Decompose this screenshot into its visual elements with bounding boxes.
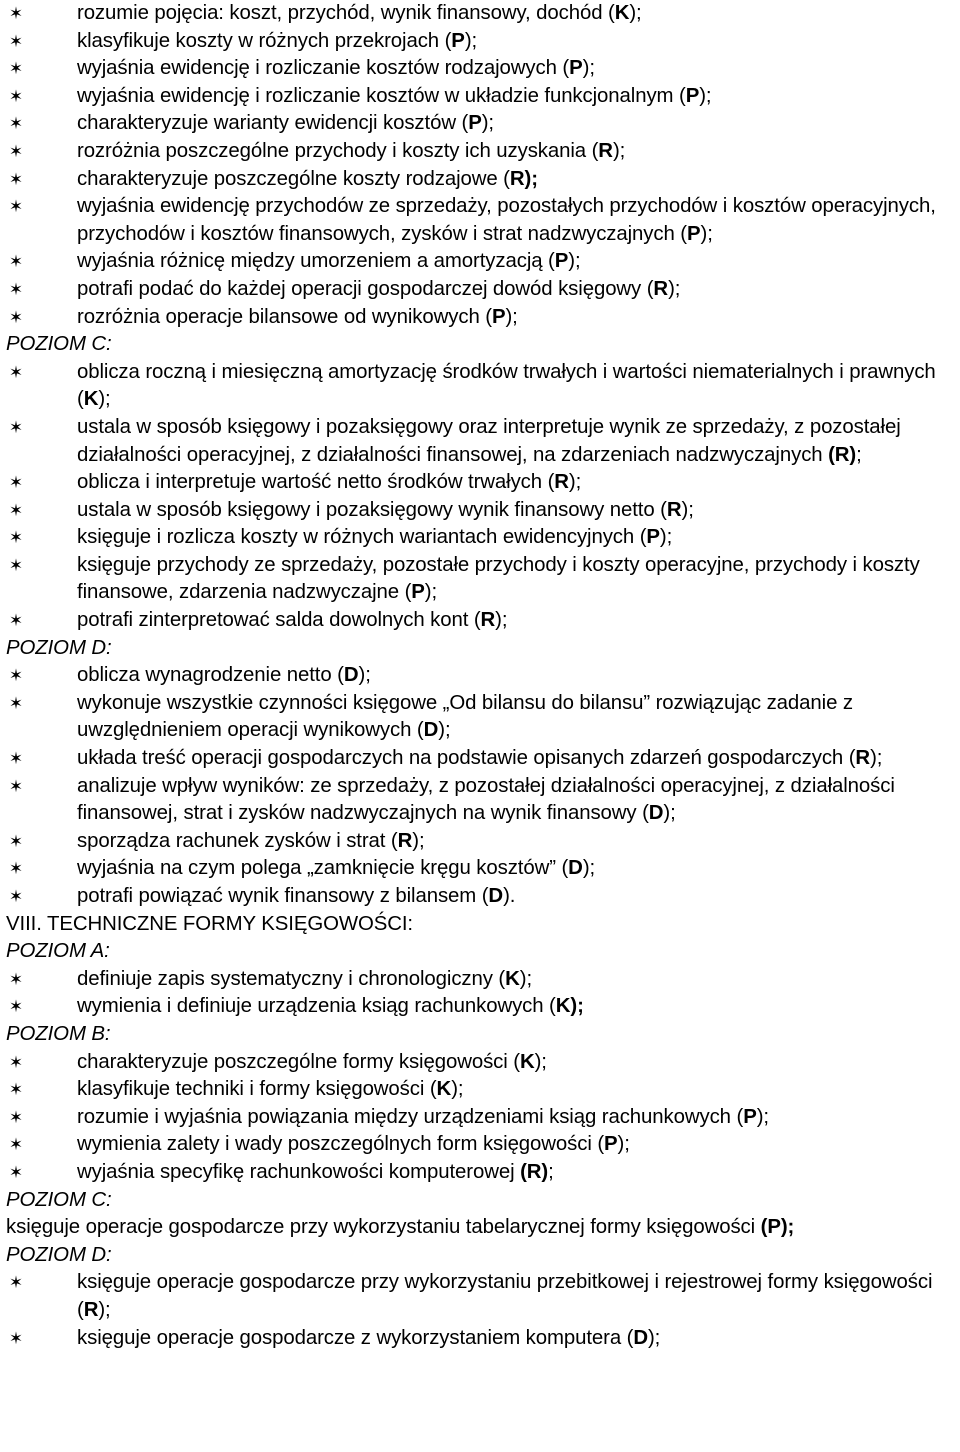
list-item-text [77,193,956,248]
item-description: sporządza rachunek zysków i strat ( [77,829,398,852]
item-punctuation: ); [870,747,883,770]
list-item-text [77,166,956,194]
requirement-level-code: R [855,747,871,770]
item-description: rozróżnia poszczególne przychody i koszty ich uzyskania ( [77,139,599,162]
list-item-text [77,55,956,83]
level-heading: POZIOM B: [6,1022,111,1045]
star-bullet-icon: ✶ [8,1328,24,1348]
document-body [6,0,956,1352]
item-punctuation: ); [582,57,595,80]
list-item [6,0,956,28]
star-bullet-icon: ✶ [8,1080,24,1100]
list-item [6,1131,956,1159]
requirement-level-code: R [397,829,413,852]
list-item-text [77,883,956,911]
star-bullet-icon: ✶ [8,279,24,299]
requirement-level-code: R [666,498,682,521]
list-item [6,745,956,773]
item-description: ustala w sposób księgowy i pozaksięgowy wynik finansowy netto ( [77,498,667,521]
requirement-level-code: D [568,857,583,880]
star-bullet-icon: ✶ [8,831,24,851]
item-punctuation: ); [451,1078,464,1101]
requirement-level-code: (P) [760,1216,788,1239]
list-item [6,55,956,83]
list-item-text [77,662,956,690]
level-heading: POZIOM C: [6,1188,112,1211]
requirement-level-code: R [653,277,669,300]
item-punctuation: ); [505,305,518,328]
item-punctuation: ); [98,388,111,411]
section-heading: VIII. TECHNICZNE FORMY KSIĘGOWOŚCI: [6,912,414,935]
item-punctuation: ); [663,802,676,825]
requirement-level-code: D [343,664,359,687]
list-item [6,607,956,635]
star-bullet-icon: ✶ [8,141,24,161]
star-bullet-icon: ✶ [8,1273,24,1293]
list-item [6,662,956,690]
list-item [6,359,956,414]
list-item-text [77,1269,956,1324]
item-description: wymienia zalety i wady poszczególnych form księgowości ( [77,1133,605,1156]
star-bullet-icon: ✶ [8,86,24,106]
item-description: rozróżnia operacje bilansowe od wynikowych ( [77,305,492,328]
item-punctuation: ); [668,277,681,300]
requirement-level-code: R [598,139,613,162]
requirement-level-code: P [491,305,506,328]
list-item [6,1159,956,1187]
item-punctuation: ); [629,2,642,24]
list-item-text [77,1076,956,1104]
star-bullet-icon: ✶ [8,252,24,272]
level-heading: POZIOM D: [6,1243,112,1266]
list-item [6,248,956,276]
item-description: wymienia i definiuje urządzenia ksiąg rachunkowych ( [77,995,556,1018]
item-punctuation: ); [612,139,626,162]
list-item-text [77,993,956,1021]
list-item [6,28,956,56]
level-heading: POZIOM A: [6,940,110,963]
item-punctuation: ); [659,526,673,549]
star-bullet-icon: ✶ [8,1135,24,1155]
list-item [6,276,956,304]
requirement-level-code: D [488,885,504,907]
requirement-level-code: K [555,995,571,1018]
list-item-text [77,276,956,304]
list-item [6,497,956,525]
requirement-level-code: D [423,719,439,742]
requirement-level-code: P [569,57,583,80]
star-bullet-icon: ✶ [8,197,24,217]
list-item [6,524,956,552]
list-item-text [77,304,956,332]
list-item-text [77,966,956,994]
star-bullet-icon: ✶ [8,887,24,906]
list-item-text [77,1131,956,1159]
requirement-level-code: R [554,471,569,494]
requirement-level-code: P [646,526,660,549]
list-item [6,304,956,332]
list-item [6,1104,956,1132]
list-item [6,1076,956,1104]
list-item-text [77,607,956,635]
list-item [6,855,956,883]
requirement-level-code: P [686,222,701,245]
item-description: klasyfikuje koszty w różnych przekrojach ( [77,29,452,52]
item-punctuation: ). [503,885,516,907]
item-description: klasyfikuje techniki i formy księgowości ( [77,1078,437,1101]
list-item [6,166,956,194]
star-bullet-icon: ✶ [8,997,24,1017]
item-punctuation: ; [787,1216,795,1239]
requirement-level-code: D [633,1326,648,1349]
list-item [6,1049,956,1077]
list-item-text [77,552,956,607]
list-item-text [77,1104,956,1132]
list-item-text [77,0,956,28]
list-item [6,1269,956,1324]
item-description: oblicza wynagrodzenie netto ( [77,664,344,687]
item-description: analizuje wpływ wyników: ze sprzedaży, z pozostałej działalności operacyjnej, z działalności finansowej, strat i zysków nadzwyczajnych na wynik finansowy ( [77,774,895,825]
item-description: księguje operacje gospodarcze z wykorzystaniem komputera ( [77,1326,634,1349]
item-punctuation: ); [424,581,438,604]
item-description: charakteryzuje warianty ewidencji kosztów ( [77,112,469,135]
list-item [6,414,956,469]
list-item-text [77,773,956,828]
item-description: wyjaśnia ewidencję przychodów ze sprzedaży, pozostałych przychodów i kosztów operacyjnych, przychodów i kosztów finansowych, zysków i strat nadzwyczajnych ( [77,195,936,245]
item-punctuation: ); [756,1105,769,1128]
item-punctuation: ); [464,29,478,52]
item-punctuation: ); [524,167,538,190]
item-punctuation: ); [412,829,425,852]
star-bullet-icon: ✶ [8,362,24,382]
star-bullet-icon: ✶ [8,307,24,327]
star-bullet-icon: ✶ [8,776,24,796]
list-item-text [77,83,956,111]
star-bullet-icon: ✶ [8,114,24,134]
list-item-text [77,1049,956,1077]
list-item-text [77,138,956,166]
star-bullet-icon: ✶ [8,555,24,575]
list-item-text [77,110,956,138]
requirement-level-code: (R) [520,1160,549,1183]
requirement-level-code: R [480,609,496,632]
item-punctuation: ); [699,84,712,107]
requirement-level-code: K [505,967,520,990]
requirement-level-code: P [411,581,425,604]
requirement-level-code: P [685,84,700,107]
list-item [6,993,956,1021]
list-item [6,469,956,497]
requirement-level-code: D [648,802,664,825]
star-bullet-icon: ✶ [8,1107,24,1127]
star-bullet-icon: ✶ [8,528,24,548]
item-description: księguje i rozlicza koszty w różnych wariantach ewidencyjnych ( [77,526,647,549]
item-description: oblicza i interpretuje wartość netto środków trwałych ( [77,471,555,494]
item-punctuation: ); [98,1298,111,1321]
list-item-text [77,524,956,552]
list-item [6,828,956,856]
item-description: rozumie pojęcia: koszt, przychód, wynik finansowy, dochód ( [77,2,615,24]
item-punctuation: ); [568,250,581,273]
item-punctuation: ); [438,719,451,742]
requirement-level-code: P [468,112,482,135]
star-bullet-icon: ✶ [8,693,24,713]
requirement-level-code: R [83,1298,99,1321]
star-bullet-icon: ✶ [8,969,24,989]
star-bullet-icon: ✶ [8,4,24,23]
item-punctuation: ); [647,1326,661,1349]
list-item-text [77,855,956,883]
requirement-level-code: K [519,1050,535,1073]
list-item [6,1325,956,1353]
item-punctuation: ; [548,1160,554,1183]
list-item [6,966,956,994]
requirement-level-code: (R) [828,443,857,466]
item-description: charakteryzuje poszczególne koszty rodzajowe ( [77,167,510,190]
item-description: księguje operacje gospodarcze przy wykorzystaniu przebitkowej i rejestrowej formy księgowości ( [77,1271,933,1321]
list-item [6,690,956,745]
item-description: wyjaśnia specyfikę rachunkowości komputerowej [77,1160,521,1183]
requirement-level-code: P [604,1133,618,1156]
item-punctuation: ); [570,995,584,1018]
star-bullet-icon: ✶ [8,473,24,493]
item-punctuation: ; [856,443,862,466]
star-bullet-icon: ✶ [8,666,24,686]
item-description: definiuje zapis systematyczny i chronologiczny ( [77,967,506,990]
item-description: potrafi zinterpretować salda dowolnych kont ( [77,609,481,632]
item-punctuation: ); [519,967,533,990]
requirement-level-code: P [554,250,569,273]
list-item [6,883,956,911]
requirement-level-code: P [451,29,465,52]
star-bullet-icon: ✶ [8,859,24,879]
list-item-text [77,497,956,525]
item-description: wykonuje wszystkie czynności księgowe „Od bilansu do bilansu” rozwiązując zadanie z uwzględnieniem operacji wynikowych ( [77,691,853,742]
list-item-text [77,1325,956,1353]
item-punctuation: ); [568,471,582,494]
star-bullet-icon: ✶ [8,1162,24,1182]
item-punctuation: ); [700,222,713,245]
list-item [6,110,956,138]
requirement-level-code: K [436,1078,452,1101]
item-description: charakteryzuje poszczególne formy księgowości ( [77,1050,520,1073]
star-bullet-icon: ✶ [8,169,24,189]
item-description: układa treść operacji gospodarczych na podstawie opisanych zdarzeń gospodarczych ( [77,747,856,770]
item-punctuation: ); [534,1050,547,1073]
list-item-text [77,28,956,56]
level-heading: POZIOM D: [6,636,112,659]
list-item-text [77,1159,956,1187]
item-punctuation: ); [495,609,508,632]
star-bullet-icon: ✶ [8,500,24,520]
list-item [6,773,956,828]
item-description: księguje przychody ze sprzedaży, pozostałe przychody i koszty operacyjne, przychody i koszty finansowe, zdarzenia nadzwyczajne ( [77,553,920,604]
list-item-text [77,828,956,856]
item-description: wyjaśnia ewidencję i rozliczanie kosztów w układzie funkcjonalnym ( [77,84,686,107]
list-item-text [77,690,956,745]
item-description: ustala w sposób księgowy i pozaksięgowy oraz interpretuje wynik ze sprzedaży, z pozostałej działalności operacyjnej, z działalności finansowej, na zdarzeniach nadzwyczajnych [77,415,901,466]
list-item [6,552,956,607]
list-item-text [77,359,956,414]
item-description: potrafi powiązać wynik finansowy z bilansem ( [77,885,489,907]
item-punctuation: ); [358,664,371,687]
item-punctuation: ); [481,112,494,135]
item-punctuation: ); [582,857,596,880]
item-description: księguje operacje gospodarcze przy wykorzystaniu tabelarycznej formy księgowości [6,1216,761,1239]
list-item-text [77,469,956,497]
item-description: rozumie i wyjaśnia powiązania między urządzeniami ksiąg rachunkowych ( [77,1105,744,1128]
level-heading: POZIOM C: [6,333,112,356]
plain-line [6,1214,956,1242]
item-description: wyjaśnia ewidencję i rozliczanie kosztów rodzajowych ( [77,57,570,80]
requirement-level-code: P [743,1105,757,1128]
star-bullet-icon: ✶ [8,1052,24,1072]
list-item [6,83,956,111]
requirement-level-code: K [614,2,630,24]
list-item-text [77,414,956,469]
item-description: wyjaśnia różnicę między umorzeniem a amortyzacją ( [77,250,555,273]
star-bullet-icon: ✶ [8,611,24,631]
star-bullet-icon: ✶ [8,417,24,437]
requirement-level-code: R [509,167,525,190]
star-bullet-icon: ✶ [8,59,24,79]
list-item-text [77,248,956,276]
star-bullet-icon: ✶ [8,31,24,51]
item-description: wyjaśnia na czym polega „zamknięcie kręgu kosztów” ( [77,857,569,880]
item-punctuation: ); [617,1133,630,1156]
item-punctuation: ); [681,498,694,521]
star-bullet-icon: ✶ [8,749,24,769]
list-item-text [77,745,956,773]
item-description: oblicza roczną i miesięczną amortyzację środków trwałych i wartości niematerialnych i prawnych ( [77,360,936,411]
item-description: potrafi podać do każdej operacji gospodarczej dowód księgowy ( [77,277,654,300]
requirement-level-code: K [83,388,99,411]
list-item [6,138,956,166]
list-item [6,193,956,248]
